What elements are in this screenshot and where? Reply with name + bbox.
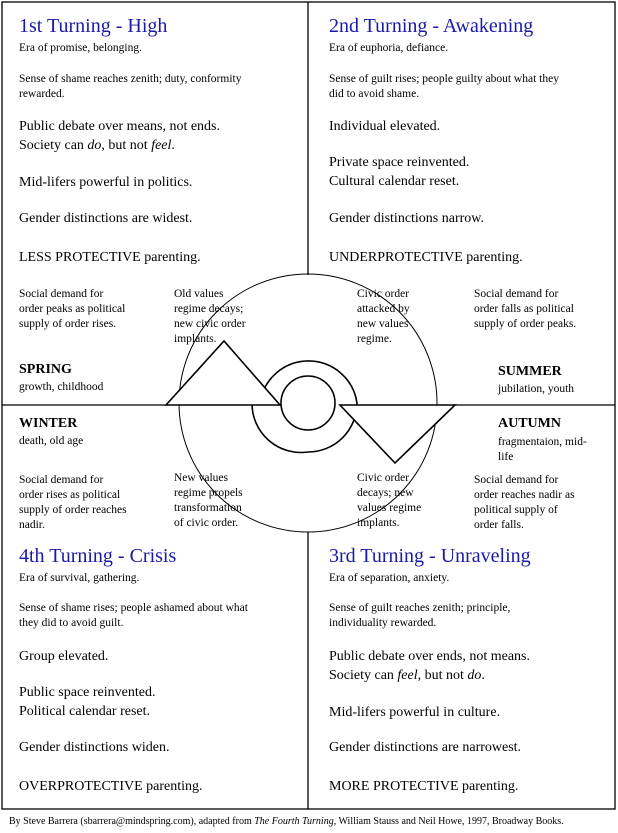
summer-desc: jubilation, youth xyxy=(498,383,575,395)
autumn-demand-note: Social demand for order reaches nadir as political supply of order falls. xyxy=(474,474,575,531)
q4-space: Public space reinvented. Political calendar reset. xyxy=(19,685,156,719)
q1-era: Era of promise, belonging. xyxy=(19,42,142,54)
q2-parenting: UNDERPROTECTIVE parenting. xyxy=(329,250,523,265)
winter-label: WINTER xyxy=(19,416,78,431)
old-values-note: Old values regime decays; new civic order implants. xyxy=(174,288,246,345)
summer-demand-note: Social demand for order falls as political supply of order peaks. xyxy=(474,288,577,330)
new-values-note: New values regime propels transformation of civic order. xyxy=(174,472,243,529)
spring-label: SPRING xyxy=(19,362,72,377)
q1-sense: Sense of shame reaches zenith; duty, conformity rewarded. xyxy=(19,73,242,100)
q1-parenting: LESS PROTECTIVE parenting. xyxy=(19,250,201,265)
autumn-label: AUTUMN xyxy=(498,416,561,431)
spring-demand-note: Social demand for order peaks as political supply of order rises. xyxy=(19,288,126,330)
q4-parenting: OVERPROTECTIVE parenting. xyxy=(19,779,203,794)
q2-gender: Gender distinctions narrow. xyxy=(329,211,484,226)
q4-group: Group elevated. xyxy=(19,649,109,664)
q1-midlifers: Mid-lifers powerful in politics. xyxy=(19,175,193,190)
civic-decays-note: Civic order decays; new values regime implants. xyxy=(357,472,422,529)
q2-space: Private space reinvented. Cultural calendar reset. xyxy=(329,155,470,189)
q4-title: 4th Turning - Crisis xyxy=(19,545,177,567)
q2-era: Era of euphoria, defiance. xyxy=(329,42,449,54)
q3-sense: Sense of guilt reaches zenith; principle, individuality rewarded. xyxy=(329,602,511,629)
q1-title: 1st Turning - High xyxy=(19,15,168,37)
spring-desc: growth, childhood xyxy=(19,381,104,393)
q4-era: Era of survival, gathering. xyxy=(19,572,140,584)
summer-label: SUMMER xyxy=(498,364,562,379)
winter-demand-note: Social demand for order rises as political supply of order reaches nadir. xyxy=(19,474,127,531)
q3-title: 3rd Turning - Unraveling xyxy=(329,545,531,567)
q1-debate: Public debate over means, not ends. Society can do, but not feel. xyxy=(19,119,221,153)
q4-gender: Gender distinctions widen. xyxy=(19,740,170,755)
q3-debate: Public debate over ends, not means. Society can feel, but not do. xyxy=(329,649,531,683)
q2-sense: Sense of guilt rises; people guilty about what they did to avoid shame. xyxy=(329,73,559,100)
q3-era: Era of separation, anxiety. xyxy=(329,572,450,584)
winter-desc: death, old age xyxy=(19,435,84,447)
autumn-desc: fragmentaion, mid- life xyxy=(498,436,587,463)
q3-gender: Gender distinctions are narrowest. xyxy=(329,740,522,755)
cycle-arrow xyxy=(166,341,455,463)
q4-sense: Sense of shame rises; people ashamed about what they did to avoid guilt. xyxy=(19,602,248,629)
q3-midlifers: Mid-lifers powerful in culture. xyxy=(329,705,501,720)
q1-gender: Gender distinctions are widest. xyxy=(19,211,193,226)
civic-attacked-note: Civic order attacked by new values regime. xyxy=(357,288,410,345)
footer-credit: By Steve Barrera (sbarrera@mindspring.com), adapted from The Fourth Turning, William Stauss and Neil Howe, 1997, Broadway Books. xyxy=(9,816,564,827)
q2-individual: Individual elevated. xyxy=(329,119,441,134)
q2-title: 2nd Turning - Awakening xyxy=(329,15,534,37)
q3-parenting: MORE PROTECTIVE parenting. xyxy=(329,779,519,794)
